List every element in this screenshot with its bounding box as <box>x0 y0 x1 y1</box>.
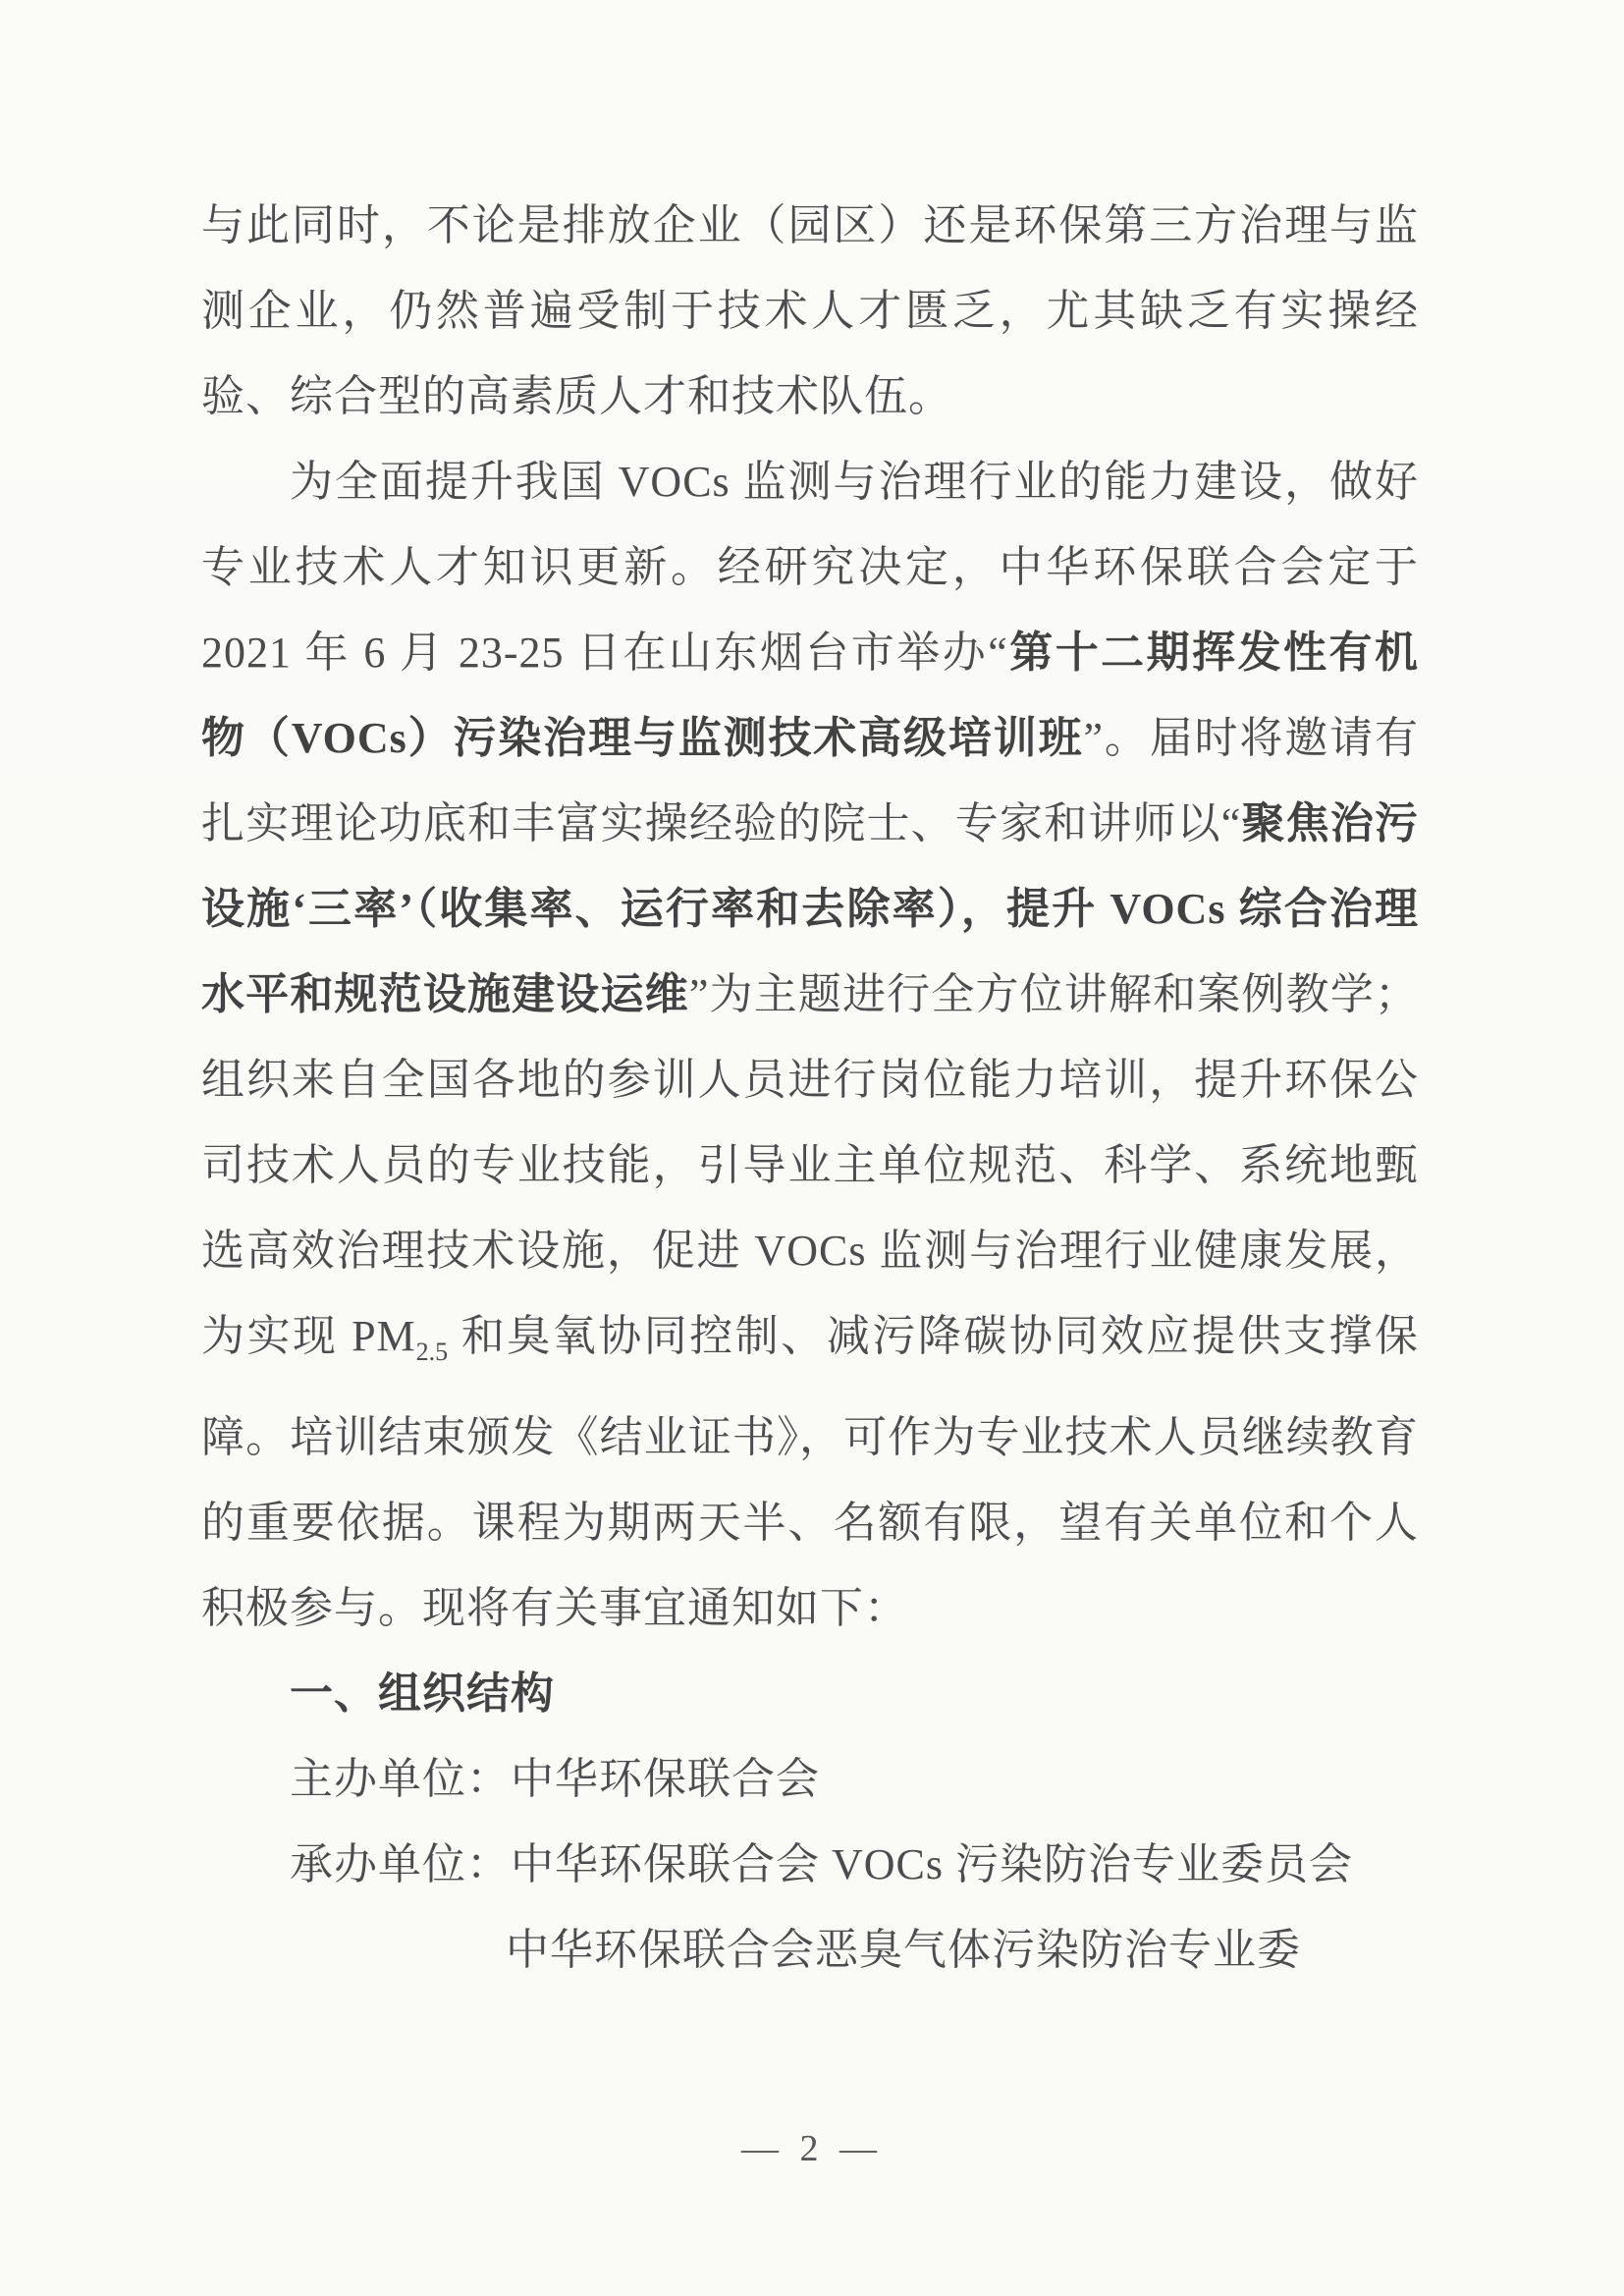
organizer-undertaker-line-2-run: 中华环保联合会恶臭气体污染防治专业委 <box>506 1926 1301 1974</box>
organizer-undertaker-line-2 <box>201 1907 1419 1993</box>
heading-organization-structure <box>201 1651 1419 1736</box>
paragraph-training-announcement-run: 和臭氧协同控制、减污降碳协同效应提供支撑保障。培训结束颁发《结业证书》，可作为专业技术人员继续教育的重要依据。课程为期两天半、名额有限，望有关单位和个人积极参与。现将有关事宜通知如下： <box>201 1312 1420 1632</box>
page-number: — 2 — <box>741 2128 883 2169</box>
paragraph-training-announcement-run: 第十二期挥发性有机物（VOCs）污染治理与监测技术高级培训班 <box>201 629 1420 762</box>
paragraph-training-announcement-run: 2.5 <box>415 1338 449 1366</box>
paragraph-training-announcement-run: ”为主题进行全方位讲解和案例教学；组织来自全国各地的参训人员进行岗位能力培训，提升环保公司技术人员的专业技能，引导业主单位规范、科学、系统地甄选高效治理技术设施，促进 VOCs 监测与治理行业健康发展，为实现 PM <box>201 970 1420 1360</box>
organizer-host-line-run: 主办单位：中华环保联合会 <box>290 1755 820 1803</box>
paragraph-training-announcement-run: 为全面提升我国 VOCs 监测与治理行业的能力建设，做好专业技术人才知识更新。经研究决定，中华环保联合会定于 2021 年 6 月 23-25 日在山东烟台市举办“ <box>201 458 1419 677</box>
paragraph-training-announcement-run: 聚焦治污设施‘三率’（收集率、运行率和去除率），提升 VOCs 综合治理水平和规范设施建设运维 <box>201 799 1420 1018</box>
paragraph-training-announcement <box>201 439 1419 1651</box>
paragraph-continuation-run: 与此同时，不论是排放企业（园区）还是环保第三方治理与监测企业，仍然普遍受制于技术人才匮乏，尤其缺乏有实操经验、综合型的高素质人才和技术队伍。 <box>201 201 1419 420</box>
organizer-undertaker-line-1 <box>201 1822 1419 1907</box>
heading-organization-structure-run: 一、组织结构 <box>290 1669 555 1718</box>
organizer-undertaker-line-1-run: 承办单位：中华环保联合会 VOCs 污染防治专业委员会 <box>290 1840 1354 1888</box>
paragraph-continuation <box>201 183 1419 439</box>
paragraph-training-announcement-run: ”。届时将邀请有扎实理论功底和丰富实操经验的院士、专家和讲师以“ <box>201 714 1419 847</box>
organizer-host-line <box>201 1736 1419 1822</box>
document-body <box>201 183 1419 1993</box>
